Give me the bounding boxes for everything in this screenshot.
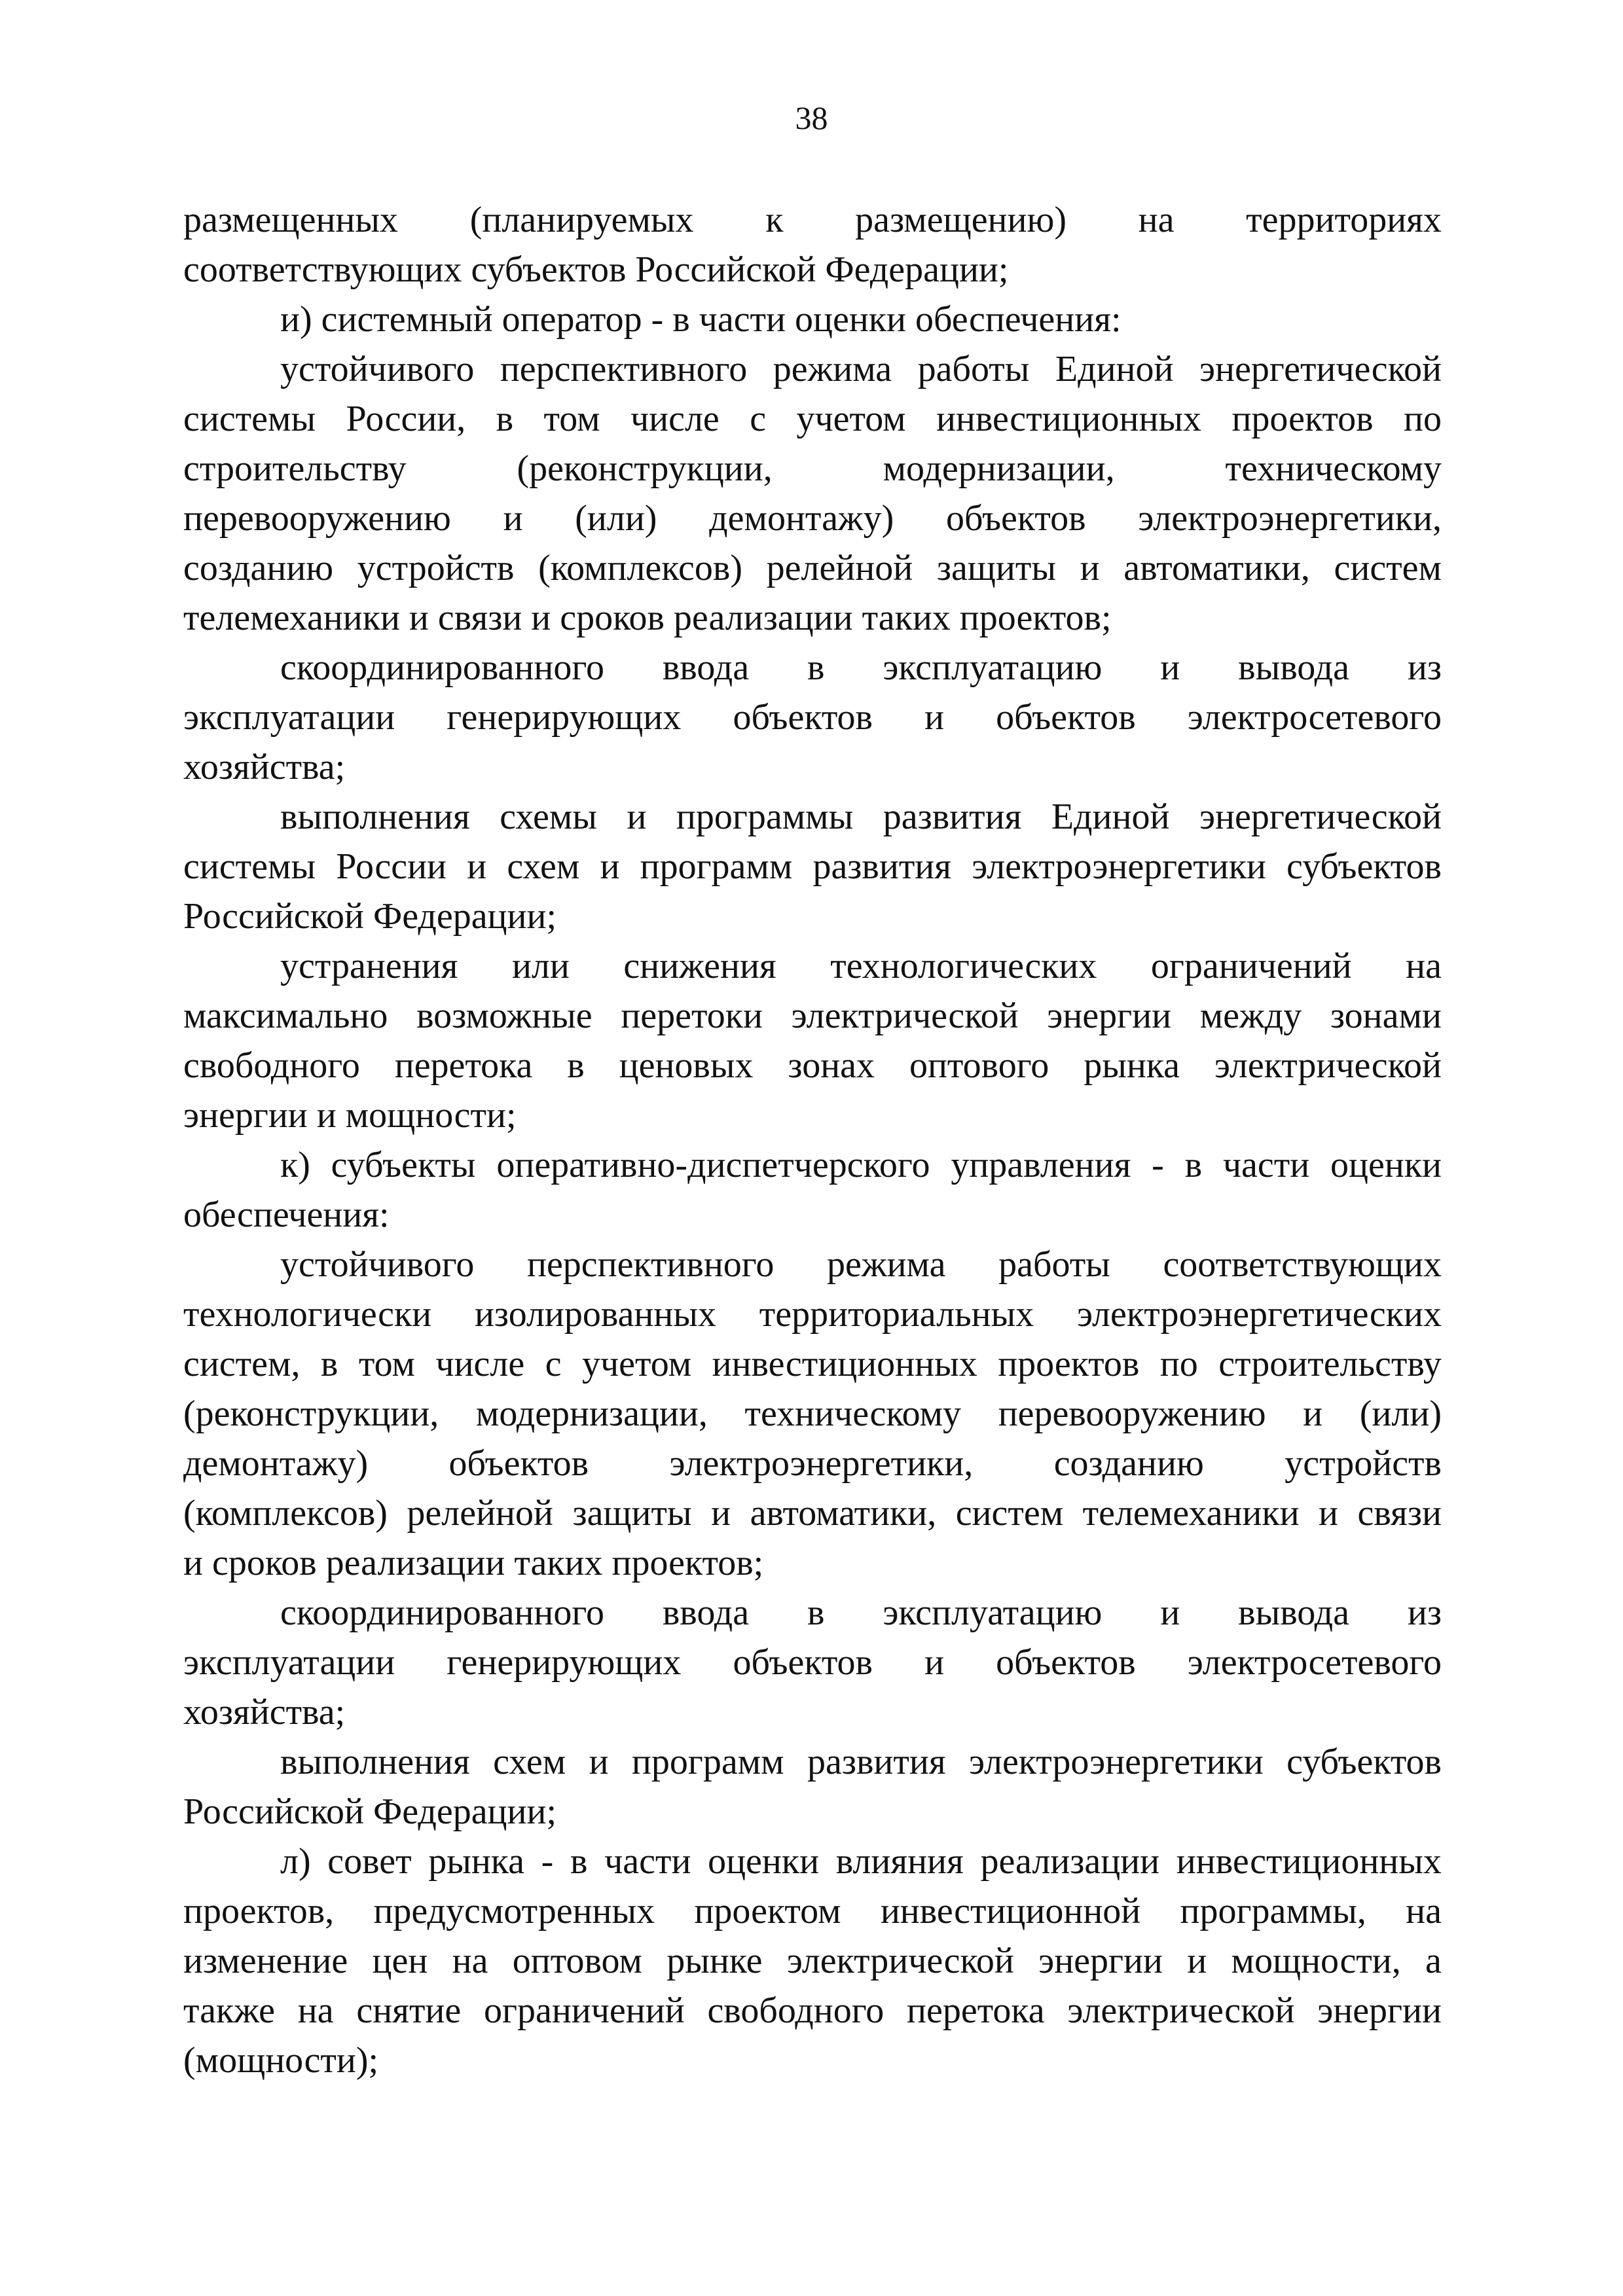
word: в [807, 1592, 825, 1633]
text-line: соответствующих субъектов Российской Федерации; [183, 249, 1009, 290]
word: инвестиционной [880, 1891, 1141, 1931]
word: автоматики, [1123, 548, 1310, 588]
word: выполнения [280, 797, 470, 837]
word: учетом [796, 399, 906, 439]
word: перспективного [500, 349, 748, 389]
word: ввода [662, 647, 750, 688]
word: соответствующих [1163, 1244, 1442, 1285]
word: территориях [1246, 200, 1442, 240]
word: и [503, 498, 523, 539]
word: - [541, 1841, 554, 1882]
text-line [183, 195, 1442, 245]
word: мощности, [1231, 1941, 1401, 1981]
word: энергии [1317, 1990, 1442, 2031]
word: и [1319, 1493, 1339, 1534]
word: (реконструкции, [517, 448, 773, 489]
word: свободного [183, 1045, 360, 1086]
word: проектов [998, 1344, 1140, 1384]
word: модернизации, [883, 448, 1115, 489]
text-line [183, 1886, 1442, 1936]
word: энергетической [1199, 349, 1442, 389]
word: (планируемых [469, 200, 694, 240]
text-line [183, 692, 1442, 742]
word: вывода [1238, 647, 1349, 688]
text-line: (мощности); [183, 2040, 379, 2081]
word: демонтажу) [709, 498, 894, 539]
text-line [183, 1339, 1442, 1389]
word: схемы [500, 797, 597, 837]
word: электросетевого [1187, 1642, 1442, 1683]
word: и [1160, 647, 1180, 688]
word: программ [631, 1742, 784, 1782]
word: техническому [1225, 448, 1442, 489]
text-line: телемеханики и связи и сроков реализации таких проектов; [183, 598, 1112, 638]
text-line [183, 543, 1442, 593]
word: оперативно-диспетчерского [496, 1145, 930, 1185]
text-line: хозяйства; [183, 747, 346, 787]
word: эксплуатации [183, 1642, 395, 1683]
text-line: обеспечения: [183, 1194, 390, 1235]
text-line [183, 1837, 1442, 1886]
word: Единой [1055, 349, 1174, 389]
word: схем [507, 846, 580, 887]
word: строительству [183, 448, 407, 489]
word: устранения [280, 946, 458, 986]
word: инвестиционных [1176, 1841, 1442, 1882]
word: генерирующих [447, 697, 682, 738]
word: и [627, 797, 647, 837]
word: (реконструкции, [183, 1393, 439, 1434]
text-line [183, 792, 1442, 842]
word: энергии [1038, 1941, 1163, 1981]
word: к [765, 200, 784, 240]
text-line [183, 941, 1442, 991]
word: и [711, 1493, 731, 1534]
word: том [543, 399, 600, 439]
word: устройств [1285, 1443, 1442, 1484]
word: строительству [1218, 1344, 1442, 1384]
word: объектов [733, 697, 873, 738]
word: инвестиционных [936, 399, 1202, 439]
word: перевооружению [183, 498, 451, 539]
text-line [183, 1737, 1442, 1787]
word: числе [435, 1344, 525, 1384]
word: работы [998, 1244, 1110, 1285]
word: ограничений [484, 1990, 685, 2031]
word: возможные [416, 996, 593, 1036]
word: энергетической [1199, 797, 1442, 837]
word: субъектов [1286, 846, 1442, 887]
word: электроэнергетических [1077, 1294, 1442, 1335]
word: режима [773, 349, 892, 389]
word: электрической [791, 996, 1019, 1036]
word: свободного [707, 1990, 884, 2031]
word: техническому [744, 1393, 962, 1434]
word: на [1406, 946, 1442, 986]
word: л) [280, 1841, 311, 1882]
word: России, [346, 399, 466, 439]
word: и [1160, 1592, 1180, 1633]
text-line [183, 344, 1442, 394]
word: демонтажу) [183, 1443, 369, 1484]
word: созданию [183, 548, 334, 588]
word: и [600, 846, 620, 887]
word: учетом [582, 1344, 692, 1384]
word: устойчивого [280, 349, 475, 389]
word: систем, [183, 1344, 301, 1384]
text-line [183, 1240, 1442, 1289]
word: эксплуатацию [883, 1592, 1103, 1633]
word: электроэнергетики [968, 1742, 1264, 1782]
word: объектов [448, 1443, 589, 1484]
word: защиты [572, 1493, 692, 1534]
word: системы [183, 399, 316, 439]
text-line [183, 394, 1442, 444]
word: - [1152, 1145, 1164, 1185]
page-number: 38 [795, 99, 828, 136]
word: территориальных [759, 1294, 1034, 1335]
word: в [570, 1841, 588, 1882]
text-line [183, 1986, 1442, 2036]
word: числе [630, 399, 720, 439]
word: релейной [407, 1493, 553, 1534]
text-line [183, 444, 1442, 493]
text-line: и сроков реализации таких проектов; [183, 1543, 764, 1583]
word: электроэнергетики, [669, 1443, 974, 1484]
word: на [1406, 1891, 1442, 1931]
word: системы [183, 846, 316, 887]
word: а [1425, 1941, 1442, 1981]
word: телемеханики [1082, 1493, 1300, 1534]
word: рынке [666, 1941, 763, 1981]
word: влияния [835, 1841, 964, 1882]
word: перетока [907, 1990, 1045, 2031]
word: и [924, 1642, 945, 1683]
word: программы, [1180, 1891, 1366, 1931]
word: субъекты [331, 1145, 476, 1185]
word: также [183, 1990, 276, 2031]
word: и [1187, 1941, 1207, 1981]
word: Единой [1051, 797, 1170, 837]
word: развития [812, 846, 952, 887]
word: электроэнергетики [972, 846, 1266, 887]
word: ввода [662, 1592, 750, 1633]
word: субъектов [1286, 1742, 1442, 1782]
word: размещению) [855, 200, 1067, 240]
word: защиты [936, 548, 1056, 588]
word: с [545, 1344, 562, 1384]
word: проектов, [183, 1891, 335, 1931]
word: эксплуатацию [883, 647, 1103, 688]
word: энергии [1047, 996, 1172, 1036]
word: в [1184, 1145, 1203, 1185]
word: режима [827, 1244, 946, 1285]
text-line [183, 1488, 1442, 1538]
word: совет [327, 1841, 412, 1882]
word: или [511, 946, 570, 986]
text-line [183, 1389, 1442, 1439]
word: управления [951, 1145, 1131, 1185]
word: созданию [1053, 1443, 1204, 1484]
word: размещенных [183, 200, 399, 240]
word: вывода [1238, 1592, 1349, 1633]
word: максимально [183, 996, 388, 1036]
word: и [1303, 1393, 1323, 1434]
word: модернизации, [475, 1393, 708, 1434]
word: систем [1334, 548, 1442, 588]
word: технологически [183, 1294, 432, 1335]
word: объектов [733, 1642, 873, 1683]
word: том [358, 1344, 415, 1384]
word: ценовых [619, 1045, 754, 1086]
word: объектов [996, 697, 1136, 738]
word: объектов [996, 1642, 1136, 1683]
word: (комплексов) [538, 548, 743, 588]
text-line [183, 842, 1442, 891]
word: с [750, 399, 767, 439]
word: объектов [945, 498, 1086, 539]
word: и [467, 846, 487, 887]
word: схем [493, 1742, 566, 1782]
word: электрической [786, 1941, 1014, 1981]
text-line: и) системный оператор - в части оценки обеспечения: [280, 299, 1122, 340]
word: части [604, 1841, 691, 1882]
word: рынка [1084, 1045, 1180, 1086]
word: (или) [1359, 1393, 1442, 1434]
word: выполнения [280, 1742, 470, 1782]
word: (или) [575, 498, 657, 539]
word: снижения [623, 946, 776, 986]
word: оценки [1330, 1145, 1442, 1185]
body-text [183, 195, 1442, 2085]
word: к) [280, 1145, 310, 1185]
word: перспективного [526, 1244, 775, 1285]
word: цен [372, 1941, 428, 1981]
word: релейной [766, 548, 913, 588]
word: программ [640, 846, 793, 887]
word: проектов [1231, 399, 1374, 439]
word: работы [917, 349, 1030, 389]
word: развития [807, 1742, 946, 1782]
word: технологических [830, 946, 1097, 986]
word: электроэнергетики, [1138, 498, 1442, 539]
word: на [297, 1990, 334, 2031]
word: в [567, 1045, 585, 1086]
text-line [183, 1936, 1442, 1986]
word: и [589, 1742, 609, 1782]
word: (комплексов) [183, 1493, 388, 1534]
word: электросетевого [1187, 697, 1442, 738]
word: и [1080, 548, 1100, 588]
word: в [807, 647, 825, 688]
word: эксплуатации [183, 697, 395, 738]
word: систем [955, 1493, 1064, 1534]
word: на [1138, 200, 1175, 240]
text-line: энергии и мощности; [183, 1095, 517, 1136]
word: инвестиционных [712, 1344, 977, 1384]
word: снятие [356, 1990, 462, 2031]
word: оптового [909, 1045, 1049, 1086]
word: части [1222, 1145, 1310, 1185]
word: связи [1357, 1493, 1442, 1534]
word: электрической [1214, 1045, 1442, 1086]
word: из [1407, 1592, 1442, 1633]
word: скоординированного [280, 1592, 604, 1633]
word: перетока [394, 1045, 533, 1086]
text-line [183, 1439, 1442, 1488]
word: автоматики, [750, 1493, 937, 1534]
word: в [496, 399, 514, 439]
word: по [1159, 1344, 1198, 1384]
word: предусмотренных [373, 1891, 655, 1931]
word: изменение [183, 1941, 348, 1981]
text-line [183, 1588, 1442, 1638]
text-line [183, 1638, 1442, 1687]
text-line [183, 1289, 1442, 1339]
word: оценки [708, 1841, 820, 1882]
word: на [452, 1941, 488, 1981]
word: перевооружению [998, 1393, 1266, 1434]
text-line [183, 1140, 1442, 1190]
word: перетоки [621, 996, 763, 1036]
word: по [1404, 399, 1442, 439]
text-line [183, 643, 1442, 692]
word: из [1407, 647, 1442, 688]
text-line: хозяйства; [183, 1692, 346, 1732]
word: скоординированного [280, 647, 604, 688]
text-line: Российской Федерации; [183, 1791, 557, 1832]
word: реализации [980, 1841, 1160, 1882]
word: России [336, 846, 447, 887]
word: в [320, 1344, 338, 1384]
word: зонах [788, 1045, 875, 1086]
word: ограничений [1150, 946, 1352, 986]
text-line [183, 1041, 1442, 1090]
word: проектом [694, 1891, 841, 1931]
word: электрической [1067, 1990, 1295, 2031]
text-line: Российской Федерации; [183, 896, 557, 937]
word: и [924, 697, 945, 738]
word: развития [883, 797, 1022, 837]
word: программы [676, 797, 854, 837]
word: устойчивого [280, 1244, 475, 1285]
word: оптовом [512, 1941, 642, 1981]
word: между [1199, 996, 1302, 1036]
word: зонами [1330, 996, 1442, 1036]
word: изолированных [474, 1294, 716, 1335]
text-line [183, 991, 1442, 1041]
word: генерирующих [447, 1642, 682, 1683]
word: рынка [428, 1841, 525, 1882]
text-line [183, 493, 1442, 543]
word: устройств [357, 548, 515, 588]
